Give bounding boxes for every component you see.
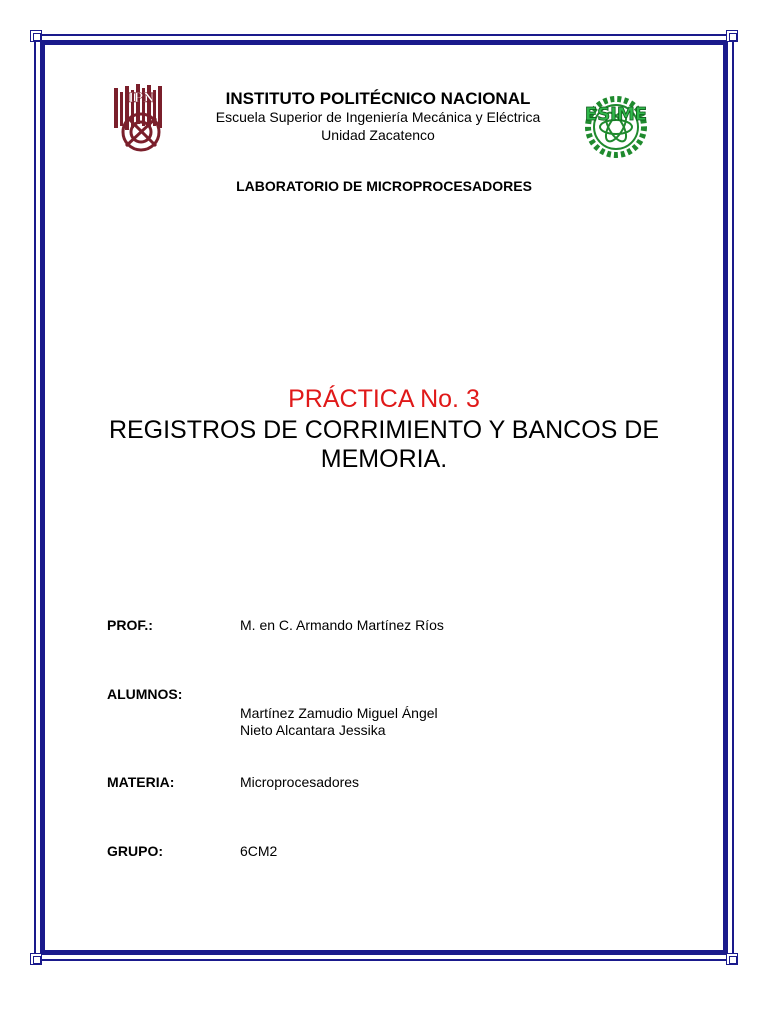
border-corner-ornament [726,953,738,965]
laboratory-name: LABORATORIO DE MICROPROCESADORES [236,178,532,194]
svg-text:ESIME: ESIME [584,104,648,125]
border-corner-ornament [726,30,738,42]
subject-value: Microprocesadores [240,774,360,790]
border-corner-ornament [30,953,42,965]
svg-text:IPN: IPN [128,90,154,106]
subject-label: MATERIA: [107,774,175,790]
unit-name: Unidad Zacatenco [321,127,435,143]
group-value: 6CM2 [240,843,278,859]
school-name: Escuela Superior de Ingeniería Mecánica y Eléctrica [215,109,541,125]
prof-label: PROF.: [107,617,153,633]
student-name: Martínez Zamudio Miguel Ángel [240,705,438,721]
prof-value: M. en C. Armando Martínez Ríos [240,617,444,633]
esime-logo [570,92,662,162]
group-label: GRUPO: [107,843,163,859]
practice-title [90,416,678,474]
institution-name: INSTITUTO POLITÉCNICO NACIONAL [225,89,531,108]
border-corner-ornament [30,30,42,42]
student-name: Nieto Alcantara Jessika [240,722,386,738]
practice-title-line: REGISTROS DE CORRIMIENTO Y BANCOS DE [108,416,660,444]
students-label: ALUMNOS: [107,686,183,702]
practice-number: PRÁCTICA No. 3 [288,385,480,413]
practice-title-line: MEMORIA. [320,445,448,473]
ipn-logo [106,82,176,154]
